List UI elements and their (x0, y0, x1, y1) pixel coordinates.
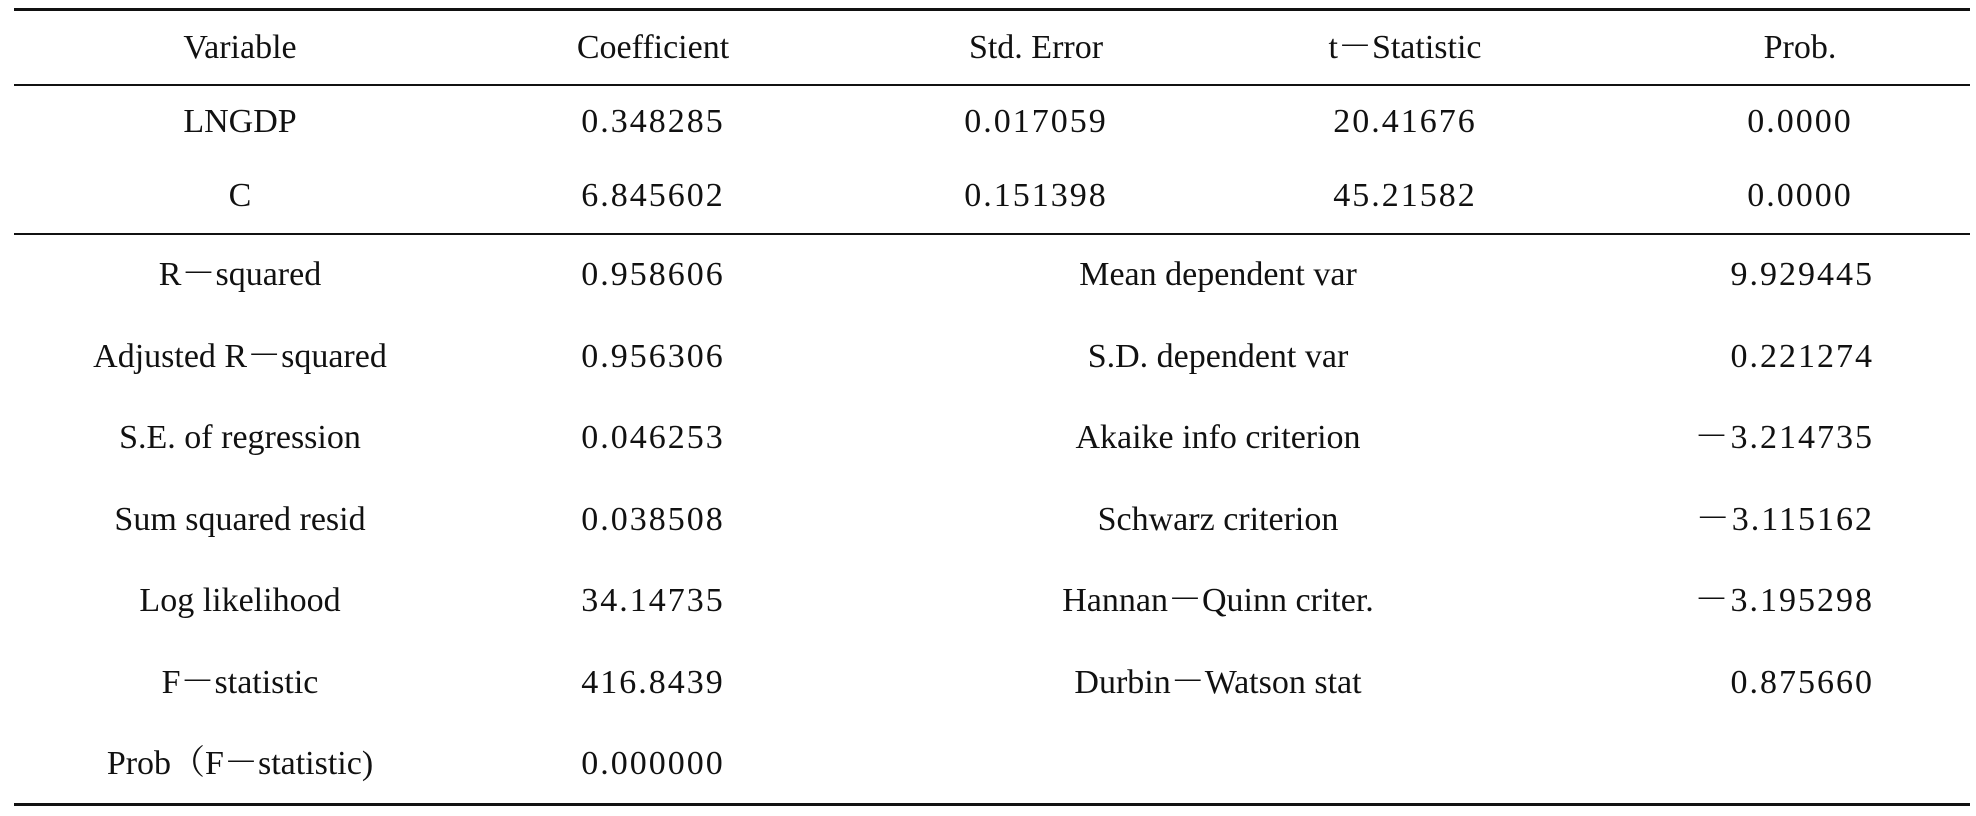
std-error-value: 0.151398 (964, 177, 1108, 214)
stat-value-secondary: 9.929445 (1730, 256, 1874, 293)
stat-value: 0.956306 (581, 338, 725, 375)
stat-value-secondary: －3.115162 (1695, 501, 1874, 538)
header-std-error: Std. Error (968, 29, 1104, 66)
stat-label: Log likelihood (139, 582, 341, 619)
stat-label: Prob（F－statistic) (106, 745, 374, 782)
header-rule (14, 84, 1970, 86)
stat-row (0, 490, 1976, 550)
header-prob: Prob. (1763, 29, 1837, 66)
stat-label-secondary: Hannan－Quinn criter. (1062, 582, 1374, 619)
stat-row (0, 408, 1976, 468)
stat-value-secondary: －3.195298 (1694, 582, 1874, 619)
stat-label-secondary: Mean dependent var (1079, 256, 1357, 293)
stat-label-secondary: S.D. dependent var (1087, 338, 1349, 375)
stat-label: R－squared (158, 256, 322, 293)
header-coefficient: Coefficient (576, 29, 730, 66)
stat-value: 34.14735 (581, 582, 725, 619)
coefficient-row (0, 92, 1976, 152)
stat-value-secondary: 0.875660 (1730, 664, 1874, 701)
stat-label: F－statistic (161, 664, 319, 701)
header-t-statistic: t－Statistic (1328, 29, 1482, 66)
stat-value: 416.8439 (581, 664, 725, 701)
prob-value: 0.0000 (1747, 103, 1853, 140)
variable-name: LNGDP (183, 103, 297, 140)
bottom-rule (14, 803, 1970, 806)
std-error-value: 0.017059 (964, 103, 1108, 140)
stat-label-secondary: Schwarz criterion (1097, 501, 1339, 538)
stat-label-secondary: Durbin－Watson stat (1074, 664, 1362, 701)
header-row (0, 18, 1976, 78)
stat-label: Adjusted R－squared (93, 338, 387, 375)
t-statistic-value: 20.41676 (1333, 103, 1477, 140)
section-rule (14, 233, 1970, 235)
t-statistic-value: 45.21582 (1333, 177, 1477, 214)
stat-row (0, 653, 1976, 713)
stat-value: 0.958606 (581, 256, 725, 293)
coefficient-row (0, 166, 1976, 226)
stat-value-secondary: 0.221274 (1730, 338, 1874, 375)
top-rule (14, 8, 1970, 11)
stat-row (0, 571, 1976, 631)
stat-label: S.E. of regression (119, 419, 361, 456)
coefficient-value: 6.845602 (581, 177, 725, 214)
stat-value-secondary: －3.214735 (1694, 419, 1874, 456)
stat-label-secondary: Akaike info criterion (1075, 419, 1361, 456)
stat-value: 0.038508 (581, 501, 725, 538)
stat-row (0, 327, 1976, 387)
stat-label: Sum squared resid (114, 501, 366, 538)
stat-value: 0.046253 (581, 419, 725, 456)
variable-name: C (228, 177, 252, 214)
stat-row (0, 245, 1976, 305)
prob-value: 0.0000 (1747, 177, 1853, 214)
coefficient-value: 0.348285 (581, 103, 725, 140)
header-variable: Variable (183, 29, 297, 66)
stat-row (0, 734, 1976, 794)
stat-value: 0.000000 (581, 745, 725, 782)
